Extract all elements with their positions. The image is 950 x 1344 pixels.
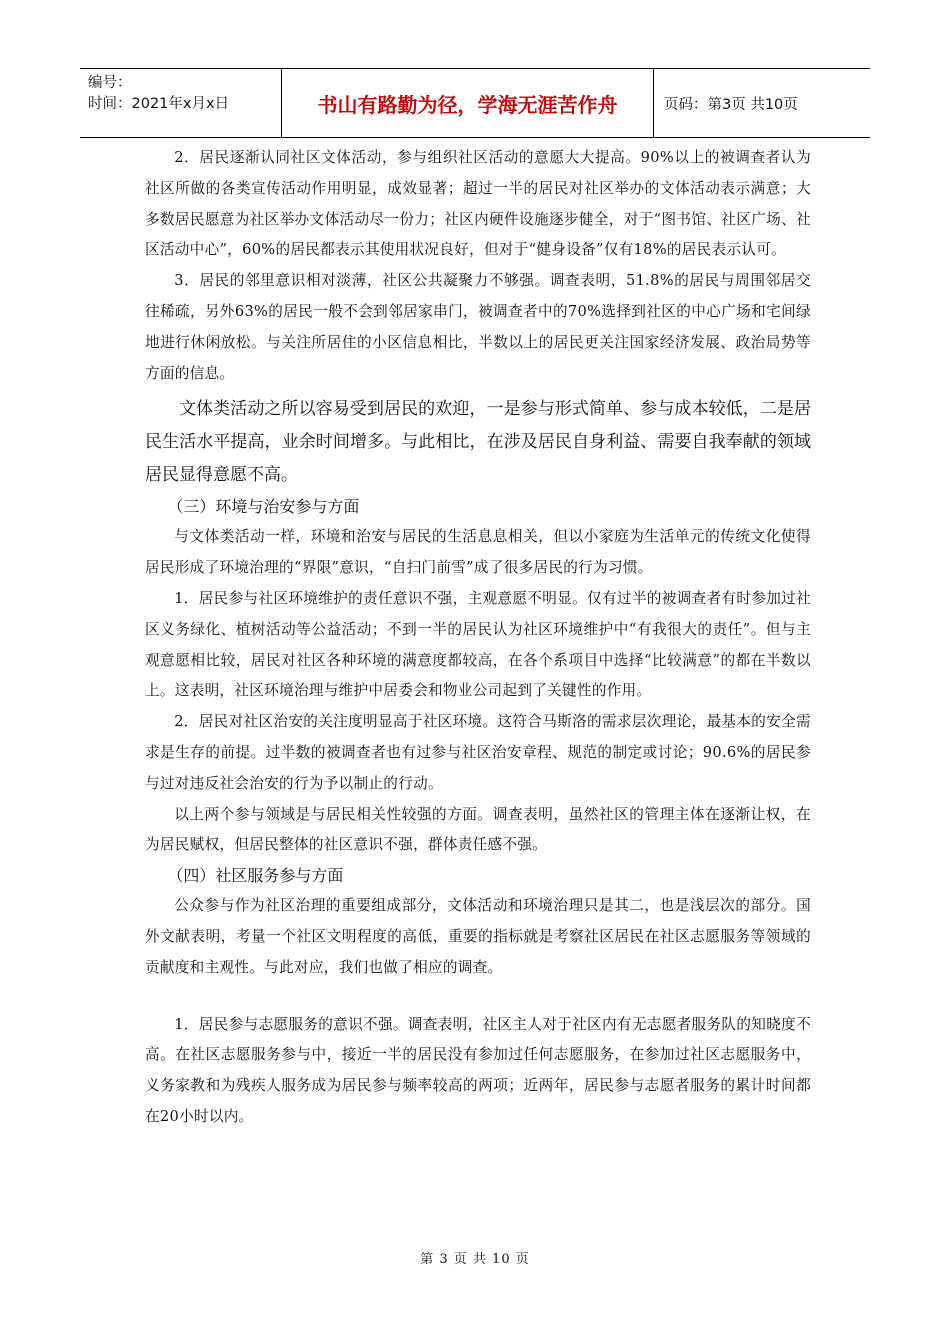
page-footer: 第 3 页 共 10 页 xyxy=(420,1252,530,1267)
paragraph-4: 与文体类活动一样，环境和治安与居民的生活息息相关，但以小家庭为生活单元的传统文化使得居民形成了环境治理的“界限”意识，“自扫门前雪”成了很多居民的行为习惯。 xyxy=(145,528,811,577)
spacer xyxy=(145,984,811,1010)
header-page-info: 页码：第3页 共10页 xyxy=(664,96,798,113)
paragraph-2: 3．居民的邻里意识相对淡薄，社区公共凝聚力不够强。调查表明，51.8%的居民与周围邻居交往稀疏，另外63%的居民一般不会到邻居家串门，被调查者中的70%选择到社区的中心广场和宅间绿地进行休闲放松。与关注所居住的小区信息相比，半数以上的居民更关注国家经济发展、政治局势等方面的信息。 xyxy=(145,272,811,382)
paragraph-5: 1．居民参与社区环境维护的责任意识不强，主观意愿不明显。仅有过半的被调查者有时参加过社区义务绿化、植树活动等公益活动；不到一半的居民认为社区环境维护中“有我很大的责任”。但与主观意愿相比较，居民对社区各种环境的满意度都较高，在各个系项目中选择“比较满意”的都在半数以上。这表明，社区环境治理与维护中居委会和物业公司起到了关键性的作用。 xyxy=(145,589,811,700)
paragraph-8: 公众参与作为社区治理的重要组成部分，文体活动和环境治理只是其二，也是浅层次的部分。国外文献表明，考量一个社区文明程度的高低，重要的指标就是考察社区居民在社区志愿服务等领域的贡献度和主观性。与此对应，我们也做了相应的调查。 xyxy=(145,897,811,976)
header-meta xyxy=(80,69,282,137)
paragraph-9: 1．居民参与志愿服务的意识不强。调查表明，社区主人对于社区内有无志愿者服务队的知晓度不高。在社区志愿服务参与中，接近一半的居民没有参加过任何志愿服务，在参加过社区志愿服务中，义务家教和为残疾人服务成为居民参与频率较高的两项；近两年，居民参与志愿者服务的累计时间都在20小时以内。 xyxy=(145,1015,811,1125)
document-date: 时间：2021年x月x日 xyxy=(88,96,230,112)
paragraph-3: 文体类活动之所以容易受到居民的欢迎，一是参与形式简单、参与成本较低，二是居民生活水平提高，业余时间增多。与此相比，在涉及居民自身利益、需要自我奉献的领域居民显得意愿不高。 xyxy=(145,399,811,486)
section-heading-4: （四）社区服务参与方面 xyxy=(167,866,344,886)
document-body xyxy=(145,143,811,1133)
paragraph-6: 2．居民对社区治安的关注度明显高于社区环境。这符合马斯洛的需求层次理论，最基本的安全需求是生存的前提。过半数的被调查者也有过参与社区治安章程、规范的制定或讨论；90.6%的居民参与过对违反社会治安的行为予以制止的行动。 xyxy=(145,713,811,792)
page-header xyxy=(80,68,870,138)
paragraph-1: 2．居民逐渐认同社区文体活动，参与组织社区活动的意愿大大提高。90%以上的被调查者认为社区所做的各类宣传活动作用明显，成效显著；超过一半的居民对社区举办的文体活动表示满意；大多数居民愿意为社区举办文体活动尽一份力；社区内硬件设施逐步健全，对于“图书馆、社区广场、社区活动中心”，60%的居民都表示其使用状况良好，但对于“健身设备”仅有18%的居民表示认可。 xyxy=(145,149,811,259)
paragraph-7: 以上两个参与领域是与居民相关性较强的方面。调查表明，虽然社区的管理主体在逐渐让权，在为居民赋权，但居民整体的社区意识不强，群体责任感不强。 xyxy=(145,805,811,854)
document-number-label: 编号： xyxy=(88,75,132,91)
header-motto: 书山有路勤为径，学海无涯苦作舟 xyxy=(282,69,654,137)
section-heading-3: （三）环境与治安参与方面 xyxy=(167,497,360,517)
